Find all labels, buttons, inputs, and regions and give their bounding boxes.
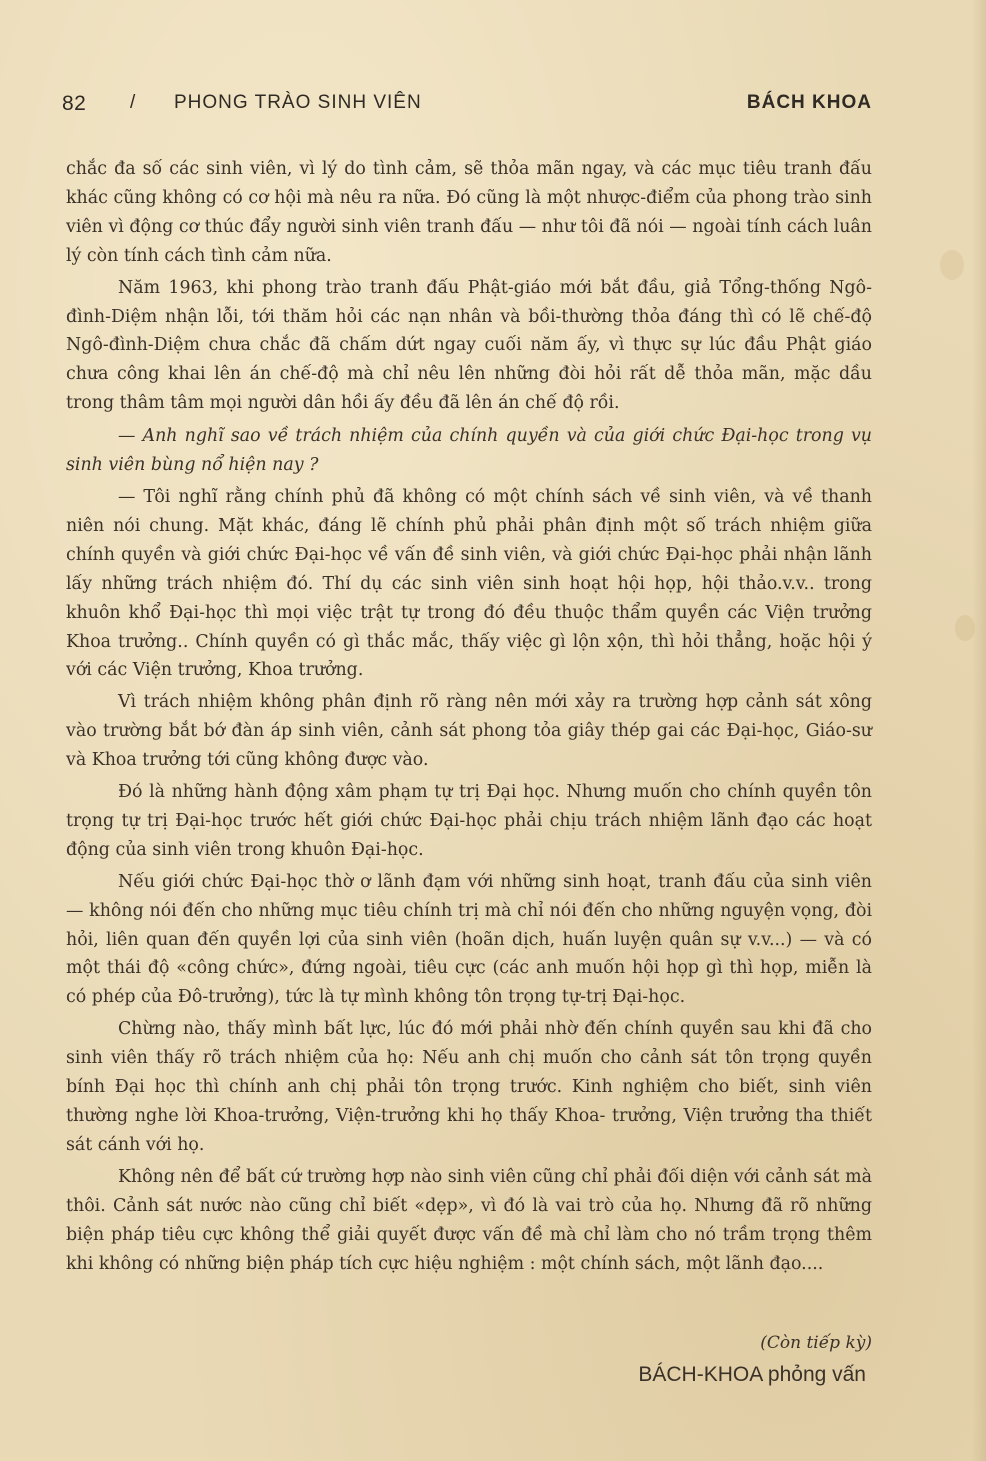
header-separator: / (130, 92, 136, 113)
paragraph: Chừng nào, thấy mình bất lực, lúc đó mới phải nhờ đến chính quyền sau khi đã cho sinh viên thấy rõ trách nhiệm của họ: Nếu anh chị muốn cho cảnh sát tôn trọng quyền bính Đại học thì chính anh chị phải tôn trọng trước. Kinh nghiệm cho biết, sinh viên thường nghe lời Khoa-trưởng, Viện-trưởng khi họ thấy Khoa- trưởng, Viện trưởng tha thiết sát cánh với họ. (66, 1019, 872, 1155)
paragraph: chắc đa số các sinh viên, vì lý do tình cảm, sẽ thỏa mãn ngay, và các mục tiêu tranh đấu khác cũng không có cơ hội mà nêu ra nữa. Đó cũng là một nhược-điểm của phong trào sinh viên vì động cơ thúc đẩy người sinh viên tranh đấu — như tôi đã nói — ngoài tính cách luân lý còn tính cách tình cảm nữa. (66, 159, 872, 266)
paragraph: Nếu giới chức Đại-học thờ ơ lãnh đạm với những sinh hoạt, tranh đấu của sinh viên — không nói đến cho những mục tiêu chính trị mà chỉ nói đến cho những nguyện vọng, đòi hỏi, liên quan đến quyền lợi của sinh viên (hoãn dịch, huấn luyện quân sự v.v...) — và có một thái độ «công chức», đứng ngoài, tiêu cực (các anh muốn hội họp gì thì họp, miễn là có phép của Đô-trưởng), tức là tự mình không tôn trọng tự-trị Đại-học. (66, 871, 872, 1008)
page-header (62, 92, 872, 122)
paper-stain (955, 615, 975, 641)
magazine-name: BÁCH KHOA (746, 92, 872, 113)
page-edge-shadow (972, 0, 986, 1461)
paragraph: — Tôi nghĩ rằng chính phủ đã không có một chính sách về sinh viên, và về thanh niên nói chung. Mặt khác, đáng lẽ chính phủ phải phân định một số trách nhiệm giữa chính quyền và giới chức Đại-học về vấn đề sinh viên, và giới chức Đại-học phải nhận lãnh lấy những trách nhiệm đó. Thí dụ các sinh viên sinh hoạt hội họp, hội thảo.v.v.. trong khuôn khổ Đại-học thì mọi việc trật tự trong đó đều thuộc thẩm quyền các Viện trưởng Khoa trưởng.. Chính quyền có gì thắc mắc, thấy việc gì lộn xộn, thì hỏi thẳng, hoặc hội ý với các Viện trưởng, Khoa trưởng. (66, 486, 872, 681)
paragraph: Vì trách nhiệm không phân định rõ ràng nên mới xảy ra trường hợp cảnh sát xông vào trường bắt bớ đàn áp sinh viên, cảnh sát phong tỏa giây thép gai các Đại-học, Giáo-sư và Khoa trưởng tới cũng không được vào. (66, 692, 872, 771)
page-number: 82 (62, 92, 87, 115)
article-footer (560, 1330, 872, 1390)
interview-question: — Anh nghĩ sao về trách nhiệm của chính quyền và của giới chức Đại-học trong vụ sinh viên bùng nổ hiện nay ? (66, 426, 872, 476)
paragraph: Năm 1963, khi phong trào tranh đấu Phật-giáo mới bắt đầu, giả Tổng-thống Ngô-đình-Diệm nhận lỗi, tới thăm hỏi các nạn nhân và bồi-thường thỏa đáng thì có lẽ chế-độ Ngô-đình-Diệm chưa chắc đã chấm dứt ngay cuối năm ấy, vì thực sự lúc đầu Phật giáo chưa công khai lên án chế-độ mà chỉ nêu lên những đòi hỏi rất dễ thỏa mãn, mặc dầu trong thâm tâm mọi người dân hồi ấy đều đã lên án chế độ rồi. (66, 277, 872, 414)
paragraph: Không nên để bất cứ trường hợp nào sinh viên cũng chỉ phải đối diện với cảnh sát mà thôi. Cảnh sát nước nào cũng chỉ biết «dẹp», vì đó là vai trò của họ. Nhưng đã rõ những biện pháp tiêu cực không thể giải quyết được vấn đề mà chỉ làm cho nó trầm trọng thêm khi không có những biện pháp tích cực hiệu nghiệm : một chính sách, một lãnh đạo.... (66, 1166, 872, 1274)
running-title: PHONG TRÀO SINH VIÊN (174, 92, 422, 113)
paper-stain (940, 250, 964, 280)
interviewer-signature: BÁCH-KHOA phỏng vấn (638, 1363, 866, 1386)
continued-note: (Còn tiếp kỳ) (760, 1333, 872, 1353)
paragraph: Đó là những hành động xâm phạm tự trị Đại học. Nhưng muốn cho chính quyền tôn trọng tự trị Đại-học trước hết giới chức Đại-học phải chịu trách nhiệm lãnh đạo các hoạt động của sinh viên trong khuôn Đại-học. (66, 782, 872, 860)
article-body (66, 155, 872, 1278)
